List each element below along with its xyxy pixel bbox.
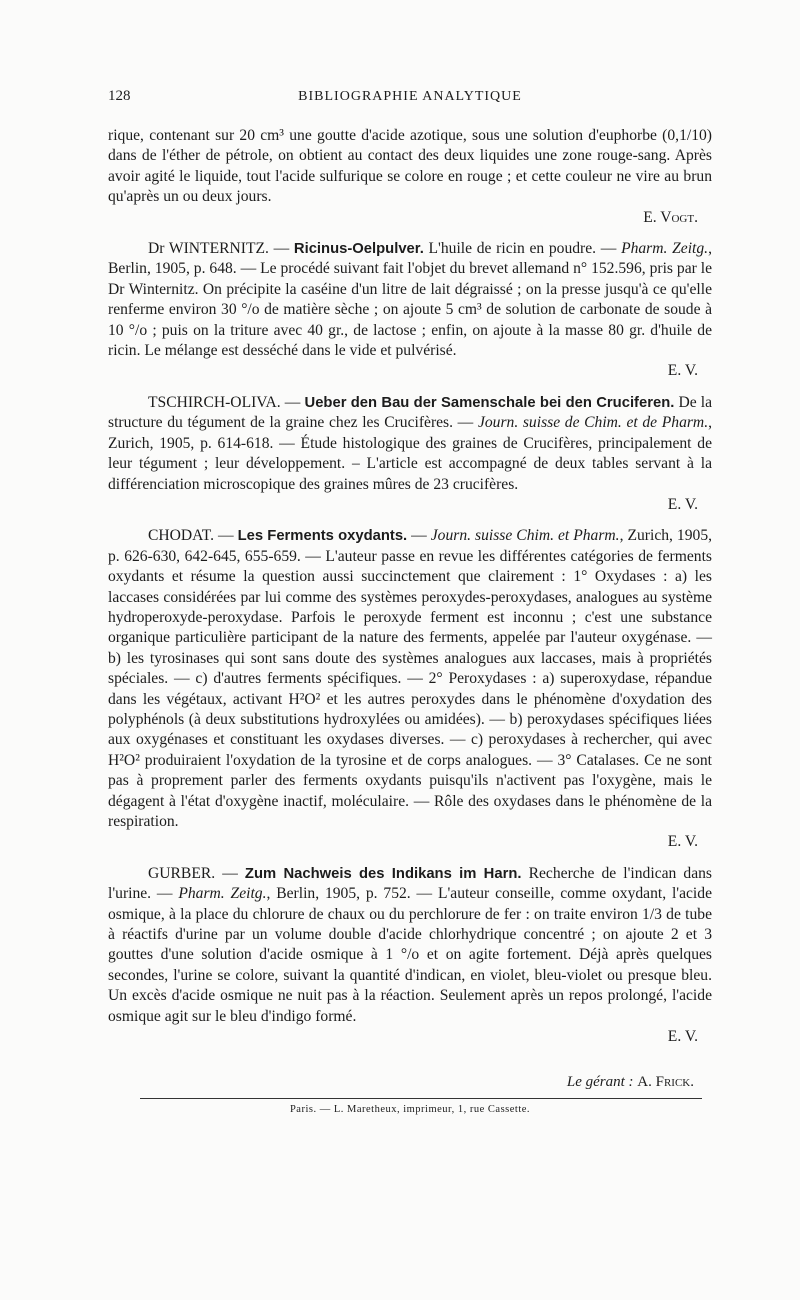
page-body xyxy=(108,88,712,1047)
gerant-line xyxy=(108,1074,712,1091)
printer-imprint: Paris. — L. Maretheux, imprimeur, 1, rue Cassette. xyxy=(289,1104,531,1115)
entry-text: , Zurich, 1905, p. 614-618. — Étude histologique des graines de Crucifères, principalement de leur tégument ; leur développement. – L'article est accompagné de deux tables servant à la différenciation microscopique des graines mûres de 23 crucifères. xyxy=(108,414,713,493)
entry-author: GURBER. xyxy=(148,864,216,882)
entry-text: , Berlin, 1905, p. 752. — L'auteur conseille, comme oxydant, l'acide osmique, à la place du chlorure de chaux ou du perchlorure de fer : on traite environ 1/3 de tube à réactifs d'urine par un volume double d'acide chlorhydrique concentré ; on ajoute 2 et 3 gouttes d'une solution d'acide osmique à 1 °/o et on agite fortement. Déjà après quelques secondes, l'urine se colore, suivant la quantité d'indican, en violet, bleu-violet ou presque bleu. Un excès d'acide osmique ne nuit pas à la réaction. Seulement après un repos prolongé, l'acide osmique agit sur le bleu d'indigo formé. xyxy=(108,885,712,1025)
entry-lead: L'huile de ricin en poudre. — xyxy=(428,240,617,258)
continued-text: rique, contenant sur 20 cm³ une goutte d'acide azotique, sous une solution d'euphorbe (0,1/10) dans de l'éther de pétrole, on obtient au contact des deux liquides une zone rouge-sang. Après avoir agité le liquide, tout l'acide sulfurique se colore en rouge ; et cette couleur ne vire au brun qu'après un ou deux jours. xyxy=(108,127,712,206)
bibliography-entry: Dr WINTERNITZ. — Ricinus-Oelpulver. L'huile de ricin en poudre. — Pharm. Zeitg., Berlin, 1905, p. 648. — Le procédé suivant fait l'objet du brevet allemand n° 152.596, pris par le Dr Winternitz. On précipite la caséine d'un litre de lait dégraissé ; on la presse jusqu'à ce qu'elle renferme environ 30 °/o de matière sèche ; on ajoute 5 cm³ de solution de carbonate de soude à 10 °/o ; puis on la triture avec 40 gr., de lactose ; enfin, on ajoute à la masse 80 gr. d'huile de ricin. Le mélange est desséché dans le vide et pulvérisé. xyxy=(108,240,712,360)
gerant-name: A. Frick. xyxy=(637,1074,694,1090)
entry-journal: Pharm. Zeitg. xyxy=(178,885,267,903)
entry-author: Dr WINTERNITZ. xyxy=(148,240,269,258)
signature: E. V. xyxy=(667,495,698,513)
running-title: BIBLIOGRAPHIE ANALYTIQUE xyxy=(298,89,522,104)
entry-lead: Recherche de l'indican dans l'urine. — xyxy=(108,864,712,903)
bibliography-entry: CHODAT. — Les Ferments oxydants. — Journ. suisse Chim. et Pharm., Zurich, 1905, p. 626-630, 642-645, 655-659. — L'auteur passe en revue les différentes catégories de ferments oxydants et résume la question aussi succinctement que clairement : 1° Oxydases : a) les laccases considérées par lui comme des systèmes peroxydes-peroxydases, analogues au système hydroperoxyde-peroxydase. Parfois le peroxyde ferment est inconnu ; c'est une substance organique particulière participant de la nature des ferments, appelée par l'auteur oxygénase. — b) les tyrosinases qui sont sans doute des systèmes analogues aux laccases, mais à propriétés spéciales. — c) d'autres ferments spécifiques. — 2° Peroxydases : a) superoxydase, répandue dans les végétaux, activant H²O² et les autres peroxydes dans le phénomène d'oxydation des polyphénols (à deux substitutions hydroxylées ou amidées). — b) peroxydases spécifiques liées aux oxygénases et constituant les oxydases diverses. — c) peroxydases à rechercher, qui avec H²O² produiraient l'oxydation de la tyrosine et de corps analogues. — 3° Catalases. Ce ne sont pas à proprement parler des ferments oxydants puisqu'ils n'activent pas l'oxygène, mais le dégagent à l'état d'oxygène inactif, moléculaire. — Rôle des oxydases dans le phénomène de la respiration. xyxy=(108,527,713,830)
entry-text: , Berlin, 1905, p. 648. — Le procédé suivant fait l'objet du brevet allemand n° 152.596, pris par le Dr Winternitz. On précipite la caséine d'un litre de lait dégraissé ; on la presse jusqu'à ce qu'elle renferme environ 30 °/o de matière sèche ; on ajoute 5 cm³ de solution de carbonate de soude à 10 °/o ; puis on la triture avec 40 gr., de lactose ; enfin, on ajoute à la masse 80 gr. d'huile de ricin. Le mélange est desséché dans le vide et pulvérisé. xyxy=(108,240,712,360)
signature: E. V. xyxy=(667,833,698,851)
footer-rule xyxy=(140,1098,702,1099)
entry-title: Zum Nachweis des Indikans im Harn. xyxy=(244,865,522,882)
signature: E. Vogt. xyxy=(643,208,698,226)
page-number: 128 xyxy=(108,88,131,104)
page-header xyxy=(108,88,712,110)
continued-paragraph xyxy=(108,126,712,208)
entry-author: CHODAT. xyxy=(148,527,214,545)
gerant-label: Le gérant : xyxy=(566,1074,634,1090)
bibliography-entry: GURBER. — Zum Nachweis des Indikans im Harn. Recherche de l'indican dans l'urine. — Pharm. Zeitg., Berlin, 1905, p. 752. — L'auteur conseille, comme oxydant, l'acide osmique, à la place du chlorure de chaux ou du perchlorure de fer : on traite environ 1/3 de tube à réactifs d'urine par un volume double d'acide chlorhydrique concentré ; on ajoute 2 et 3 gouttes d'une solution d'acide osmique à 1 °/o et on agite fortement. Déjà après quelques secondes, l'urine se colore, suivant la quantité d'indican, en violet, bleu-violet ou presque bleu. Un excès d'acide osmique ne nuit pas à la réaction. Seulement après un repos prolongé, l'acide osmique agit sur le bleu d'indigo formé. xyxy=(108,864,712,1025)
entry-title: Les Ferments oxydants. xyxy=(237,528,408,545)
entry-journal: Journ. suisse Chim. et Pharm. xyxy=(430,527,620,545)
entry-text: , Zurich, 1905, p. 626-630, 642-645, 655-659. — L'auteur passe en revue les différentes catégories de ferments oxydants et résume la question aussi succinctement que clairement : 1° Oxydases : a) les laccases considérées par lui comme des systèmes peroxydes-peroxydases, analogues au système hydroperoxyde-peroxydase. Parfois le peroxyde ferment est inconnu ; c'est une substance organique particulière participant de la nature des ferments, appelée par l'auteur oxygénase. — b) les tyrosinases qui sont sans doute des systèmes analogues aux laccases, mais à propriétés spéciales. — c) d'autres ferments spécifiques. — 2° Peroxydases : a) superoxydase, répandue dans les végétaux, activant H²O² et les autres peroxydes dans le phénomène d'oxydation des polyphénols (à deux substitutions hydroxylées ou amidées). — b) peroxydases spécifiques liées aux oxygénases et constituant les oxydases diverses. — c) peroxydases à rechercher, qui avec H²O² produiraient l'oxydation de la tyrosine et de corps analogues. — 3° Catalases. Ce ne sont pas à proprement parler des ferments oxydants puisqu'ils n'activent pas l'oxygène, mais le dégagent à l'état d'oxygène inactif, moléculaire. — Rôle des oxydases dans le phénomène de la respiration. xyxy=(108,527,713,830)
entry-title: Ricinus-Oelpulver. xyxy=(293,241,424,258)
bibliography-entry: TSCHIRCH-OLIVA. — Ueber den Bau der Samenschale bei den Cruciferen. De la structure du tégument de la graine chez les Crucifères. — Journ. suisse de Chim. et de Pharm., Zurich, 1905, p. 614-618. — Étude histologique des graines de Crucifères, principalement de leur tégument ; leur développement. – L'article est accompagné de deux tables servant à la différenciation microscopique des graines mûres de 23 crucifères. xyxy=(108,393,713,493)
entry-lead: — xyxy=(411,527,427,545)
entry-author: TSCHIRCH-OLIVA. xyxy=(148,393,281,411)
signature: E. V. xyxy=(667,362,698,380)
signature: E. V. xyxy=(667,1028,698,1046)
entry-journal: Journ. suisse de Chim. et de Pharm. xyxy=(477,414,709,432)
entry-title: Ueber den Bau der Samenschale bei den Cruciferen. xyxy=(304,394,675,411)
entry-lead: De la structure du tégument de la graine chez les Crucifères. — xyxy=(108,393,713,432)
entry-journal: Pharm. Zeitg. xyxy=(621,240,709,258)
